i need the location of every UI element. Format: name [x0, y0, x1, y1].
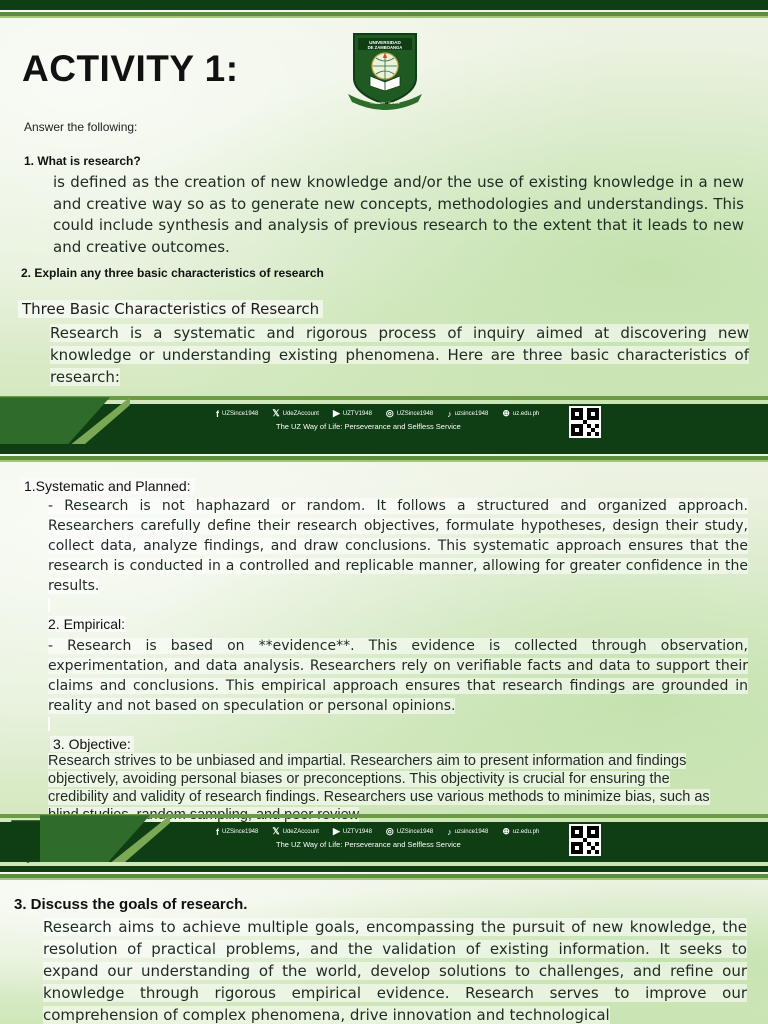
social-instagram[interactable]: ◎ UZSince1948 — [385, 408, 434, 418]
characteristic-1-heading: 1.Systematic and Planned: — [20, 478, 195, 494]
characteristics-intro-text: Research is a systematic and rigorous process of inquiry aimed at discovering new knowledge or understanding existing phenomena. Here are three basic characteristics of research: — [50, 324, 749, 386]
slide-1 — [0, 0, 768, 444]
youtube-icon: ▶ — [332, 826, 340, 836]
text-cursor — [48, 598, 50, 612]
question-2: 2. Explain any three basic characteristics of research — [21, 266, 324, 280]
answer-1 — [53, 172, 744, 258]
tiktok-icon: ♪ — [447, 408, 452, 419]
top-bar — [0, 0, 768, 10]
characteristic-2-heading: 2. Empirical: — [48, 616, 126, 632]
answer-1-text: is defined as the creation of new knowledge and/or the use of existing knowledge in a new and creative way so as to generate new concepts, methodologies and understandings. This could include synthesis and analysis of previous research to the extent that it leads to new and creative outcomes. — [53, 173, 744, 256]
characteristics-intro — [50, 322, 749, 388]
characteristic-3-text: Research strives to be unbiased and impartial. Researchers aim to present information and findings objectively, avoiding personal biases or preconceptions. This objectivity is crucial for ensuring the credibility and validity of research findings. Researchers use various methods to minimize bias, such as — [48, 753, 710, 823]
social-x[interactable]: 𝕏 UdeZAccount — [272, 826, 319, 836]
characteristic-1-text: - Research is not haphazard or random. It follows a structured and organized approach. Researchers carefully define their research objectives, formulate hypotheses, design their study, collect data, analyze findings, and draw conclusions. This systematic approach ensures that the research is conducted in a controlled and replicable manner, allowing for greater confidence in the results. — [48, 498, 748, 594]
footer-tagline: The UZ Way of Life: Perseverance and Selfless Service — [276, 840, 461, 849]
instagram-icon: ◎ — [385, 826, 394, 836]
question-3: 3. Discuss the goals of research. — [14, 896, 248, 913]
top-stripe-light — [0, 878, 768, 880]
x-icon: 𝕏 — [272, 408, 280, 418]
social-tiktok[interactable]: ♪ uzsince1948 — [447, 826, 489, 837]
characteristic-3-heading: 3. Objective: — [50, 736, 134, 752]
characteristic-2-body — [48, 636, 748, 716]
globe-icon: ⊕ — [502, 408, 510, 418]
slide-2 — [0, 444, 768, 866]
globe-icon: ⊕ — [502, 826, 510, 836]
answer-3 — [43, 916, 747, 1024]
social-instagram[interactable]: ◎ UZSince1948 — [385, 826, 434, 836]
social-youtube[interactable]: ▶ UZTV1948 — [332, 826, 372, 836]
top-bar — [0, 866, 768, 872]
text-cursor — [48, 717, 50, 731]
top-bar — [0, 444, 768, 454]
social-facebook[interactable]: f UZSince1948 — [216, 826, 259, 837]
tiktok-icon: ♪ — [447, 826, 452, 837]
characteristic-2-text: - Research is based on **evidence**. This evidence is collected through observation, experimentation, and data analysis. Researchers rely on verifiable facts and data to support their claims and conclusions. This empirical approach ensures that research findings are grounded in reality and not based on speculation or personal opinions. — [48, 638, 748, 714]
social-links — [216, 826, 539, 837]
characteristics-subheading: Three Basic Characteristics of Research — [18, 300, 323, 318]
page-title: ACTIVITY 1: — [22, 48, 239, 89]
footer-tagline: The UZ Way of Life: Perseverance and Selfless Service — [276, 422, 461, 431]
svg-text:DE ZAMBOANGA: DE ZAMBOANGA — [367, 45, 403, 50]
social-website[interactable]: ⊕ uz.edu.ph — [502, 408, 540, 418]
x-icon: 𝕏 — [272, 826, 280, 836]
instruction-text: Answer the following: — [24, 120, 138, 134]
qr-code-icon[interactable] — [569, 824, 601, 856]
social-tiktok[interactable]: ♪ uzsince1948 — [447, 408, 489, 419]
facebook-icon: f — [216, 826, 219, 837]
social-website[interactable]: ⊕ uz.edu.ph — [502, 826, 540, 836]
answer-3-text: Research aims to achieve multiple goals, encompassing the pursuit of new knowledge, the resolution of practical problems, and the validation of existing information. It seeks to expand our understanding of the world, develop solutions to challenges, and refine our knowledge through rigorous empirical evidence. Research serves to improve our comprehension of complex phenomena, drive innovation and technological — [43, 918, 747, 1024]
slide-footer — [0, 810, 768, 862]
social-x[interactable]: 𝕏 UdeZAccount — [272, 408, 319, 418]
social-youtube[interactable]: ▶ UZTV1948 — [332, 408, 372, 418]
top-stripe-light — [0, 16, 768, 18]
social-facebook[interactable]: f UZSince1948 — [216, 408, 259, 419]
facebook-icon: f — [216, 408, 219, 419]
question-1: 1. What is research? — [24, 154, 141, 168]
top-stripe-light — [0, 460, 768, 462]
characteristic-1-body — [48, 496, 748, 596]
youtube-icon: ▶ — [332, 408, 340, 418]
university-seal-logo — [346, 28, 424, 110]
slide-footer — [0, 392, 768, 444]
instagram-icon: ◎ — [385, 408, 394, 418]
social-links — [216, 408, 539, 419]
svg-text:Character · Service: Character · Service — [370, 101, 400, 105]
qr-code-icon[interactable] — [569, 406, 601, 438]
slide-3 — [0, 866, 768, 1024]
svg-text:UNIVERSIDAD: UNIVERSIDAD — [369, 40, 401, 45]
